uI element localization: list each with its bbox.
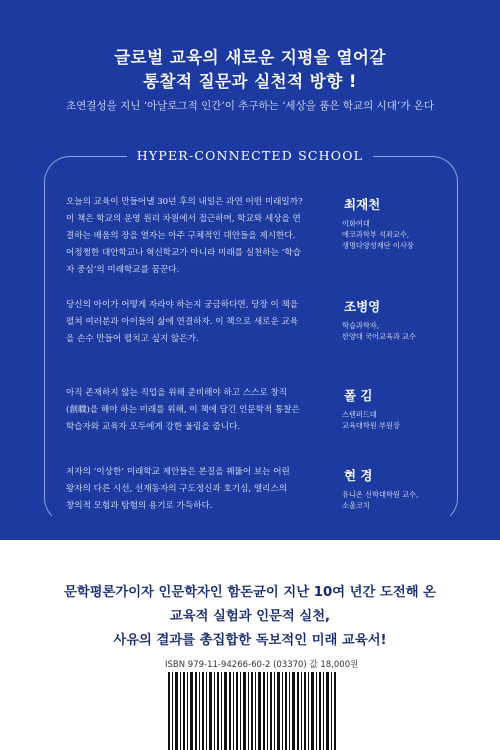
endorsement-4-text: 저자의 ‘이상한’ 미래학교 제안들은 본질을 꿰뚫어 보는 어린 왕자의 다른 시선, 선재동자의 구도정신과 호기심, 앨리스의 창의적 모험과 탐험의 용기로 가득하다. bbox=[66, 467, 290, 511]
endorsement-4-name: 현 경 bbox=[344, 468, 373, 483]
blurb-line-2: 교육적 실험과 인문적 실천, bbox=[169, 609, 331, 624]
barcode-icon bbox=[168, 672, 336, 750]
endorsement-3-name: 폴 김 bbox=[344, 388, 373, 403]
frame-title: HYPER-CONNECTED SCHOOL bbox=[0, 148, 500, 163]
blurb-line-1: 문학평론가이자 인문학자인 함돈균이 지난 10여 년간 도전해 온 bbox=[63, 585, 437, 600]
endorsement-2-text: 당신의 아이가 어떻게 자라야 하는지 궁금하다면, 당장 이 책을 펼쳐 여러분과 아이들의 삶에 연결하자. 이 책으로 새로운 교육 을 손수 만들어 펼치고 싶지 않은가. bbox=[66, 300, 299, 344]
headline-line-1: 글로벌 교육의 새로운 지평을 열어갈 bbox=[114, 48, 386, 67]
endorsement-3-title: 스탠퍼드대 교육대학원 부원장 bbox=[342, 410, 400, 430]
subline: 초연결성을 지닌 ‘아날로그적 인간’이 추구하는 ‘세상을 품은 학교의 시대’가 온다 bbox=[66, 100, 434, 112]
endorsement-3-text: 아직 존재하지 않는 직업을 위해 준비해야 하고 스스로 창직 (創職)을 해야 하는 미래를 위해, 이 책에 담긴 인문학적 통찰은 학습자와 교육자 모두에게 강한 울림을 줍니다. bbox=[66, 388, 300, 432]
endorsement-2-name: 조병영 bbox=[344, 299, 381, 314]
headline-line-2: 통찰적 질문과 실천적 방향 ! bbox=[143, 72, 357, 91]
endorsement-2-title: 학습과학자, 한양대 국어교육과 교수 bbox=[342, 321, 417, 341]
endorsement-4-title: 유니온 신학대학원 교수, 소울코치 bbox=[342, 490, 419, 510]
endorsement-1-title: 이화여대 에코과학부 석좌교수, 생명다양성재단 이사장 bbox=[342, 219, 414, 250]
blurb-line-3: 사유의 결과를 총집합한 독보적인 미래 교육서! bbox=[113, 633, 387, 648]
endorsement-1-text: 오늘의 교육이 만들어낼 30년 후의 내일은 과연 어떤 미래일까? 이 책은 학교의 운영 원리 차원에서 접근하며, 학교와 세상을 연 결하는 배움의 장을 열자는 아주 구체적인 대안들을 제시한다. 어정쩡한 대안학교나 혁신학교가 아니라 미래를 실천하는 ‘학습 자 중심’의 미래학교를 꿈꾼다. bbox=[66, 197, 303, 275]
isbn-price: ISBN 979-11-94266-60-2 (03370) 값 18,000원 bbox=[165, 660, 359, 670]
endorsement-1-name: 최재천 bbox=[344, 197, 381, 212]
